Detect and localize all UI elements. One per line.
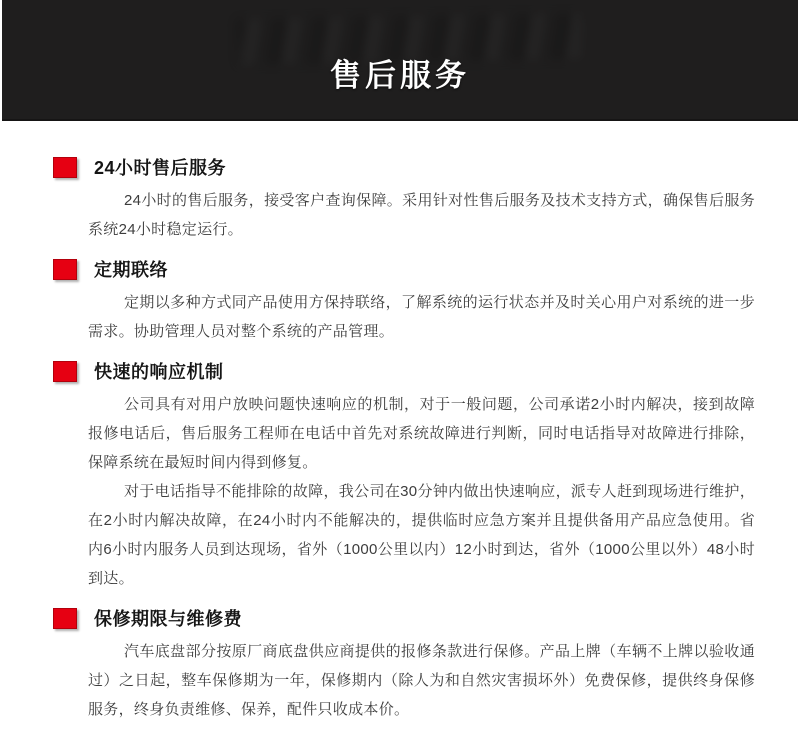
- section-paragraph: 汽车底盘部分按原厂商底盘供应商提供的报修条款进行保修。产品上牌（车辆不上牌以验收通过）之日起，整车保修期为一年，保修期内（除人为和自然灾害损坏外）免费保修，提供终身保修服务，终身负责维修、保养，配件只收成本价。: [88, 643, 755, 718]
- section-heading-row: [53, 358, 755, 384]
- section-paragraph: 对于电话指导不能排除的故障，我公司在30分钟内做出快速响应，派专人赶到现场进行维护，在2小时内解决故障，在24小时内不能解决的，提供临时应急方案并且提供备用产品应急使用。省内6小时内服务人员到达现场，省外（1000公里以内）12小时到达，省外（1000公里以外）48小时到达。: [88, 483, 755, 587]
- section-rapid-response: [53, 358, 755, 593]
- section-paragraph: 定期以多种方式同产品使用方保持联络，了解系统的运行状态并及时关心用户对系统的进一步需求。协助管理人员对整个系统的产品管理。: [88, 294, 755, 340]
- section-heading: 定期联络: [94, 260, 168, 280]
- section-paragraph: 24小时的售后服务，接受客户查询保障。采用针对性售后服务及技术支持方式，确保售后服务系统24小时稳定运行。: [88, 192, 755, 238]
- section-heading-row: [53, 605, 755, 631]
- section-heading: 保修期限与维修费: [94, 609, 242, 629]
- section-heading: 24小时售后服务: [94, 158, 227, 178]
- red-square-bullet: [53, 608, 77, 629]
- red-square-bullet: [53, 361, 77, 382]
- content: [0, 121, 800, 724]
- red-square-bullet: [53, 157, 77, 178]
- section-regular-contact: [53, 256, 755, 346]
- section-heading-row: [53, 154, 755, 180]
- page-title: 售后服务: [330, 58, 470, 93]
- section-24h-service: [53, 154, 755, 244]
- section-warranty: [53, 605, 755, 724]
- section-heading: 快速的响应机制: [94, 362, 224, 382]
- page-header: [2, 0, 798, 121]
- red-square-bullet: [53, 259, 77, 280]
- section-paragraph: 公司具有对用户放映问题快速响应的机制，对于一般问题，公司承诺2小时内解决，接到故障报修电话后，售后服务工程师在电话中首先对系统故障进行判断，同时电话指导对故障进行排除，保障系统在最短时间内得到修复。: [88, 396, 755, 471]
- section-heading-row: [53, 256, 755, 282]
